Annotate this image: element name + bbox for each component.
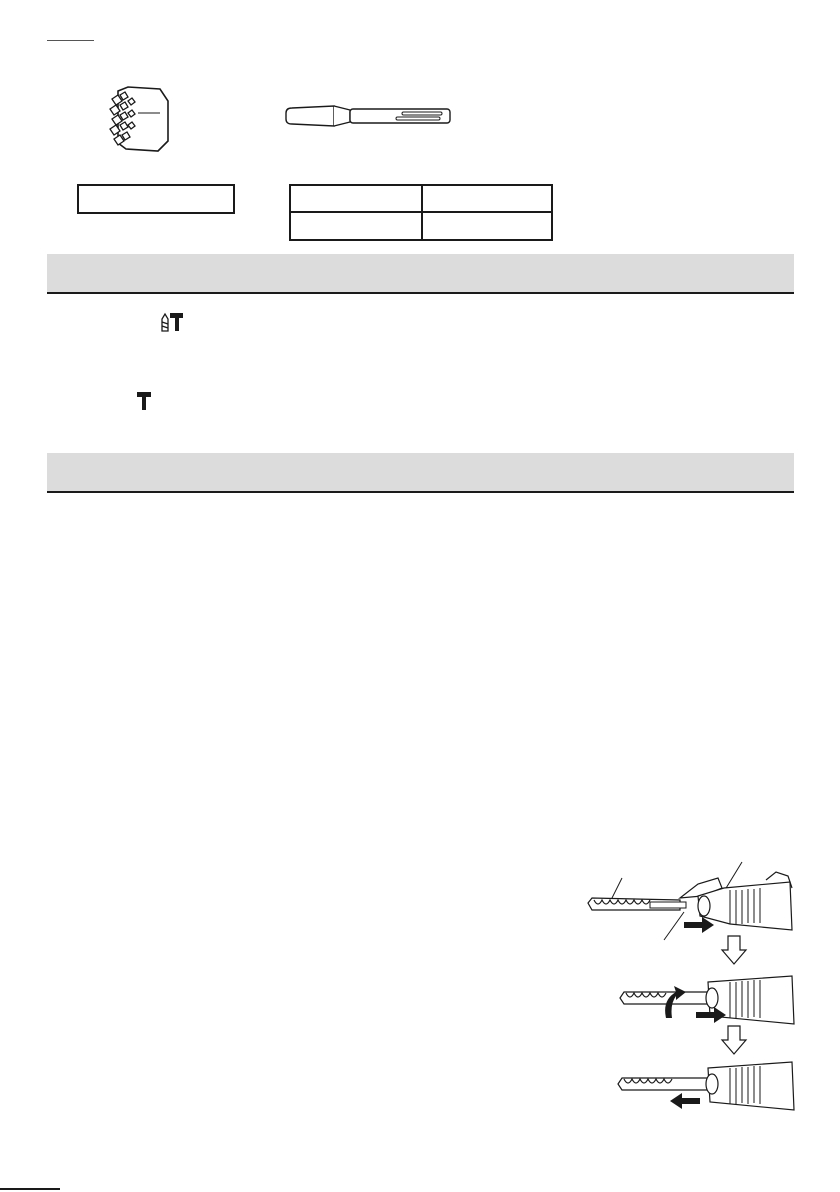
hammer-drilling-icon	[160, 311, 184, 333]
table-col-divider	[421, 186, 423, 239]
bush-tool-label-box	[77, 184, 235, 214]
hammering-only-icon	[136, 391, 152, 411]
bushing-tool-illustration	[108, 83, 170, 153]
down-arrow-icon	[722, 936, 746, 964]
header-rule	[47, 40, 94, 41]
bull-point-spec-table	[289, 184, 553, 241]
figure-step-3	[618, 1062, 794, 1110]
bit-installation-figure	[580, 858, 800, 1118]
figure-step-2	[620, 976, 794, 1024]
figure-step-1	[588, 862, 792, 940]
down-arrow-icon	[722, 1026, 746, 1054]
section-header-1	[47, 254, 794, 292]
section-header-2	[47, 453, 794, 491]
section-rule-1	[47, 292, 794, 294]
section-rule-2	[47, 491, 794, 493]
bull-point-chisel-illustration	[284, 102, 454, 130]
page-bottom-rule	[0, 1188, 60, 1190]
